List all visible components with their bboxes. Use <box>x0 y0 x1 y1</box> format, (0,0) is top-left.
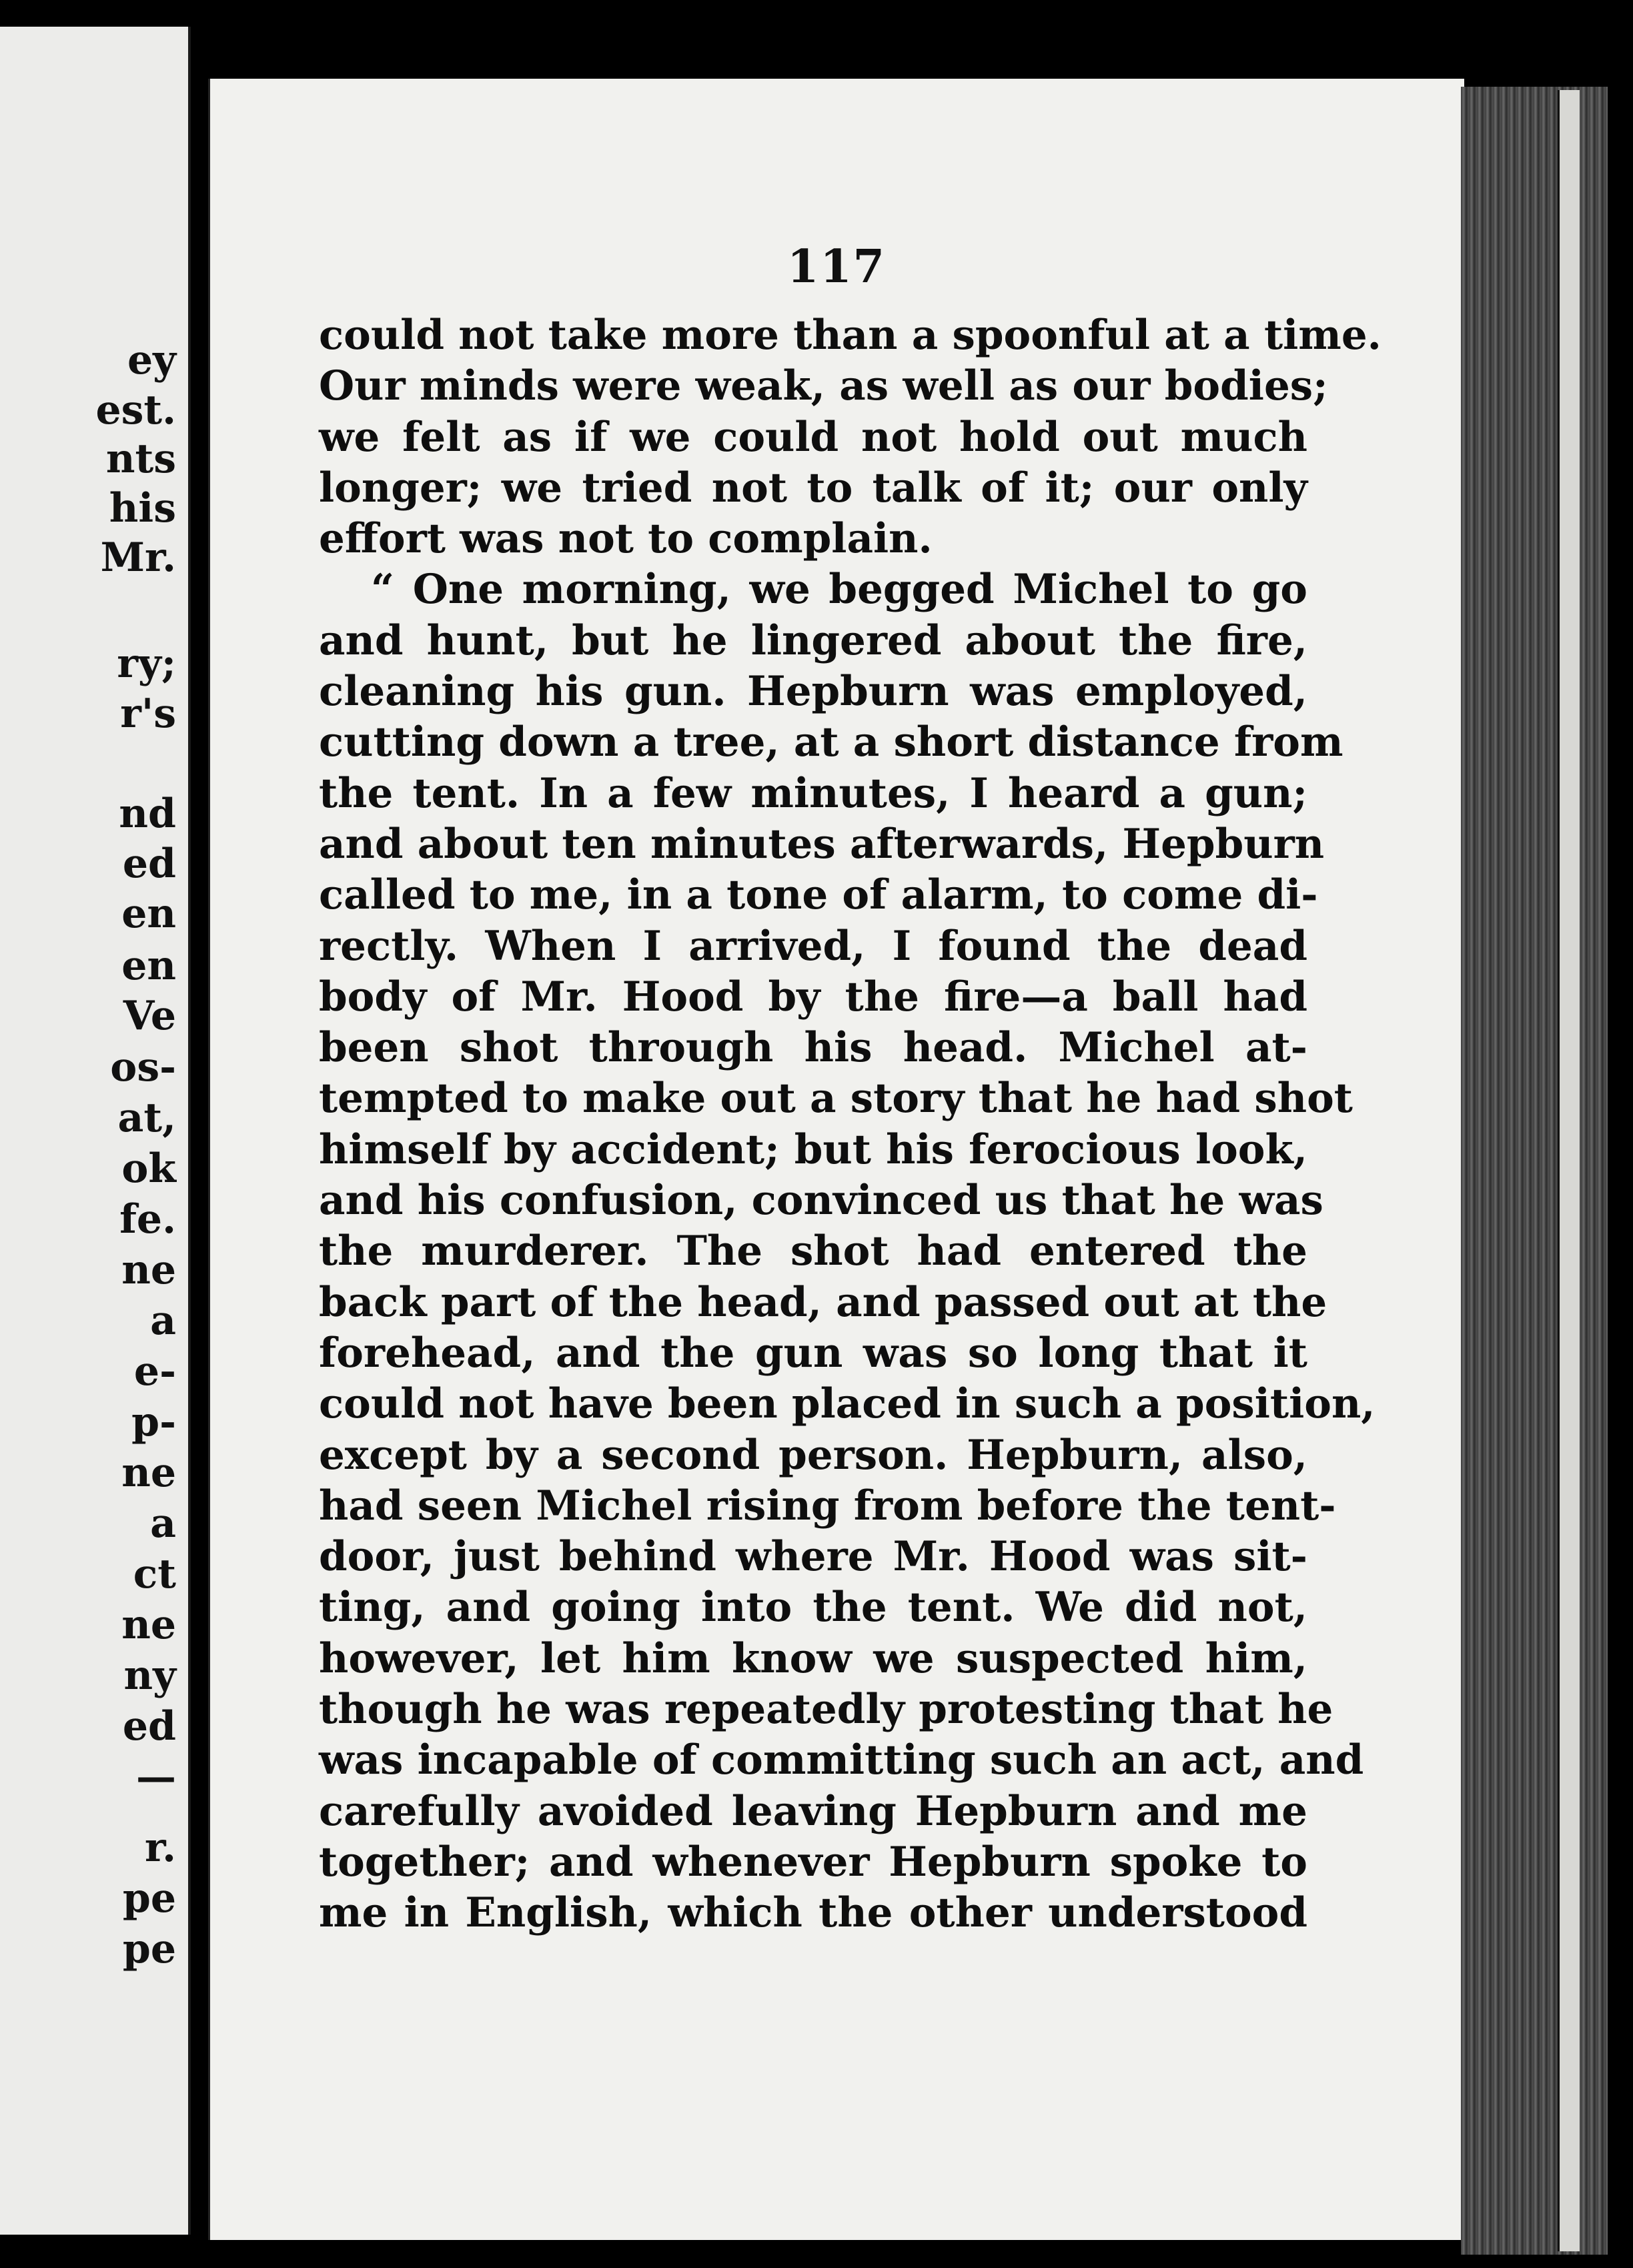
fragment-line: os- <box>110 1044 176 1091</box>
text-line: “ One morning, we begged Michel to go <box>371 566 1307 614</box>
text-line: effort was not to complain. <box>319 515 933 563</box>
fragment-line: pe <box>122 1926 176 1972</box>
text-line: ting, and going into the tent. We did not, <box>319 1584 1307 1632</box>
fragment-line: fe. <box>119 1196 176 1243</box>
text-line: carefully avoided leaving Hepburn and me <box>319 1787 1307 1835</box>
book-cover-edge <box>1558 90 1580 2251</box>
text-line: been shot through his head. Michel at- <box>319 1024 1307 1072</box>
text-line: cutting down a tree, at a short distance from <box>319 718 1343 766</box>
text-line: could not take more than a spoonful at a time. <box>319 312 1382 359</box>
text-line: back part of the head, and passed out at the <box>319 1278 1327 1326</box>
fragment-line: ok <box>121 1145 176 1192</box>
text-line: forehead, and the gun was so long that it <box>319 1329 1307 1377</box>
text-line: door, just behind where Mr. Hood was sit- <box>319 1533 1307 1581</box>
page-number: 117 <box>787 240 886 294</box>
fragment-line: ne <box>121 1450 176 1496</box>
fragment-line: nts <box>105 436 176 482</box>
text-line: me in English, which the other understood <box>319 1889 1307 1937</box>
text-line: though he was repeatedly protesting that he <box>319 1686 1333 1734</box>
text-line: and about ten minutes afterwards, Hepburn <box>319 820 1325 868</box>
fragment-line: — <box>136 1754 176 1800</box>
text-line: except by a second person. Hepburn, also, <box>319 1431 1307 1479</box>
text-line: longer; we tried not to talk of it; our only <box>319 464 1307 512</box>
text-line: called to me, in a tone of alarm, to come di- <box>319 871 1318 919</box>
fragment-line: ne <box>121 1602 176 1648</box>
text-line: and hunt, but he lingered about the fire, <box>319 616 1307 664</box>
text-line: however, let him know we suspected him, <box>319 1634 1307 1682</box>
text-line: tempted to make out a story that he had shot <box>319 1075 1353 1123</box>
fragment-line: pe <box>122 1875 176 1922</box>
fragment-line: Mr. <box>100 534 176 581</box>
fragment-line: r's <box>120 690 176 737</box>
fragment-line: ne <box>121 1247 176 1293</box>
fragment-line: his <box>109 485 176 532</box>
text-line: rectly. When I arrived, I found the dead <box>319 922 1307 970</box>
text-line: Our minds were weak, as well as our bodies; <box>319 362 1328 410</box>
fragment-line: ry; <box>117 640 176 687</box>
text-line: had seen Michel rising from before the tent- <box>319 1482 1336 1530</box>
fragment-line: p- <box>131 1399 176 1446</box>
text-line: together; and whenever Hepburn spoke to <box>319 1838 1307 1886</box>
facing-page-left <box>0 27 191 2235</box>
fragment-line: e- <box>133 1348 176 1395</box>
fragment-line: r. <box>145 1824 176 1871</box>
fragment-line: ct <box>133 1551 176 1598</box>
text-line: the tent. In a few minutes, I heard a gun; <box>319 769 1307 817</box>
fragment-line: en <box>121 891 176 937</box>
text-line: and his confusion, convinced us that he was <box>319 1177 1323 1225</box>
text-line: cleaning his gun. Hepburn was employed, <box>319 668 1307 716</box>
fragment-line: at, <box>117 1095 176 1141</box>
text-line: we felt as if we could not hold out much <box>319 413 1307 461</box>
text-line: body of Mr. Hood by the fire—a ball had <box>319 973 1307 1021</box>
fragment-line: a <box>150 1297 176 1344</box>
fragment-line: a <box>150 1500 176 1547</box>
fragment-line: ed <box>122 840 176 887</box>
page-body-text <box>319 310 1382 1939</box>
fragment-line: ed <box>122 1703 176 1750</box>
fragment-line: en <box>121 943 176 989</box>
fragment-line: nd <box>119 790 176 837</box>
text-line: could not have been placed in such a position, <box>319 1380 1376 1428</box>
fragment-line: ey <box>127 337 176 384</box>
fragment-line: est. <box>95 387 176 434</box>
text-line: the murderer. The shot had entered the <box>319 1227 1307 1275</box>
text-line: was incapable of committing such an act, and <box>319 1736 1364 1784</box>
text-line: himself by accident; but his ferocious look, <box>319 1125 1307 1173</box>
fragment-line: Ve <box>123 993 176 1039</box>
fragment-line: ny <box>123 1652 176 1699</box>
book-page-edges <box>1461 87 1608 2255</box>
